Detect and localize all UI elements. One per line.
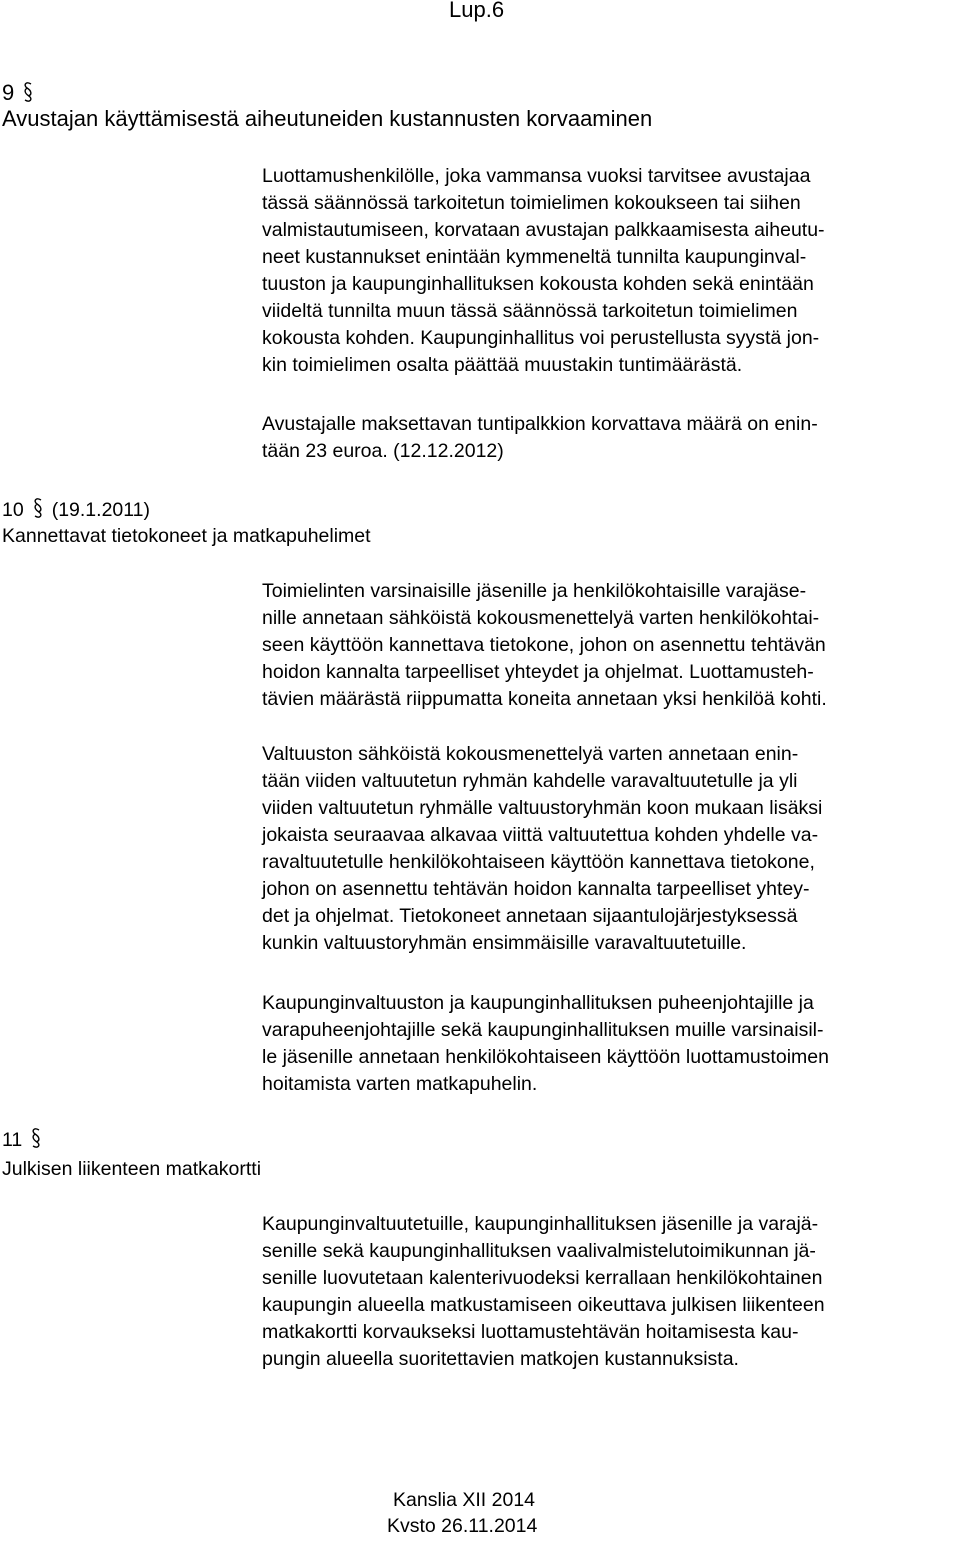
text-line: Kaupunginvaltuuston ja kaupunginhallituksen puheenjohtajille ja [262, 992, 814, 1014]
text-line: tuuston ja kaupunginhallituksen kokousta kohden sekä enintään [262, 273, 814, 295]
text-line: tään 23 euroa. (12.12.2012) [262, 440, 504, 462]
text-line: tävien määrästä riippumatta koneita annetaan yksi henkilöä kohti. [262, 688, 827, 710]
text-line: johon on asennettu tehtävän hoidon kannalta tarpeelliset yhtey- [262, 878, 810, 900]
text-line: kunkin valtuustoryhmän ensimmäisille varavaltuutetuille. [262, 932, 747, 954]
text-line: Avustajalle maksettavan tuntipalkkion korvattava määrä on enin- [262, 413, 818, 435]
text-line: tässä säännössä tarkoitetun toimielimen kokoukseen tai siihen [262, 192, 801, 214]
text-line: seen käyttöön kannettava tietokone, johon on asennettu tehtävän [262, 634, 826, 656]
text-line: pungin alueella suoritettavien matkojen kustannuksista. [262, 1348, 739, 1370]
section-11-title: Julkisen liikenteen matkakortti [2, 1158, 262, 1180]
section-10-paragraph-1 [262, 578, 952, 713]
section-number: 9 [2, 80, 15, 105]
text-line: matkakortti korvaukseksi luottamustehtävän hoitamisesta kau- [262, 1321, 799, 1343]
page-label: Lup.6 [449, 0, 505, 22]
text-line: kokousta kohden. Kaupunginhallitus voi perustellusta syystä jon- [262, 327, 820, 349]
section-9-heading [2, 80, 34, 106]
text-line: tään viiden valtuutetun ryhmän kahdelle varavaltuutetulle ja yli [262, 770, 798, 792]
section-date: (19.1.2011) [51, 499, 150, 521]
section-sign-icon [30, 1127, 42, 1147]
section-10-title: Kannettavat tietokoneet ja matkapuhelimet [2, 525, 371, 547]
section-11-heading [2, 1127, 42, 1153]
text-line: varapuheenjohtajille sekä kaupunginhallituksen muille varsinaisil- [262, 1019, 824, 1041]
section-number: 10 [2, 499, 24, 521]
section-9-title: Avustajan käyttämisestä aiheutuneiden kustannusten korvaaminen [2, 106, 653, 131]
text-line: kin toimielimen osalta päättää muustakin tuntimäärästä. [262, 354, 743, 376]
section-10-paragraph-2 [262, 741, 952, 957]
text-line: Toimielinten varsinaisille jäsenille ja henkilökohtaisille varajäse- [262, 580, 807, 602]
footer-line-1: Kanslia XII 2014 [393, 1489, 536, 1511]
section-sign-icon [22, 81, 34, 101]
section-10-paragraph-3 [262, 990, 952, 1098]
text-line: det ja ohjelmat. Tietokoneet annetaan sijaantulojärjestyksessä [262, 905, 798, 927]
section-number: 11 [2, 1129, 23, 1151]
text-line: valmistautumiseen, korvataan avustajan palkkaamisesta aiheutu- [262, 219, 825, 241]
section-9-paragraph-1 [262, 163, 952, 379]
section-10-heading [2, 497, 150, 523]
text-line: viiden valtuutetun ryhmälle valtuustoryhmän koon mukaan lisäksi [262, 797, 823, 819]
text-line: hoidon kannalta tarpeelliset yhteydet ja ohjelmat. Luottamusteh- [262, 661, 814, 683]
text-line: neet kustannukset enintään kymmeneltä tunnilta kaupunginval- [262, 246, 807, 268]
text-line: Valtuuston sähköistä kokousmenettelyä varten annetaan enin- [262, 743, 799, 765]
text-line: viideltä tunnilta muun tässä säännössä tarkoitetun toimielimen [262, 300, 798, 322]
section-sign-icon [32, 497, 44, 517]
text-line: le jäsenille annetaan henkilökohtaiseen käyttöön luottamustoimen [262, 1046, 829, 1068]
footer-line-2: Kvsto 26.11.2014 [387, 1515, 538, 1537]
text-line: senille luovutetaan kalenterivuodeksi kerrallaan henkilökohtainen [262, 1267, 823, 1289]
text-line: ravaltuutetulle henkilökohtaiseen käyttöön kannettava tietokone, [262, 851, 815, 873]
text-line: nille annetaan sähköistä kokousmenettelyä varten henkilökohtai- [262, 607, 820, 629]
section-9-paragraph-2 [262, 411, 952, 465]
text-line: Luottamushenkilölle, joka vammansa vuoksi tarvitsee avustajaa [262, 165, 811, 187]
text-line: Kaupunginvaltuutetuille, kaupunginhallituksen jäsenille ja varajä- [262, 1213, 819, 1235]
text-line: jokaista seuraavaa alkavaa viittä valtuutettua kohden yhdelle va- [262, 824, 819, 846]
text-line: kaupungin alueella matkustamiseen oikeuttava julkisen liikenteen [262, 1294, 825, 1316]
section-11-paragraph-1 [262, 1211, 952, 1373]
text-line: senille sekä kaupunginhallituksen vaalivalmistelutoimikunnan jä- [262, 1240, 816, 1262]
text-line: hoitamista varten matkapuhelin. [262, 1073, 538, 1095]
